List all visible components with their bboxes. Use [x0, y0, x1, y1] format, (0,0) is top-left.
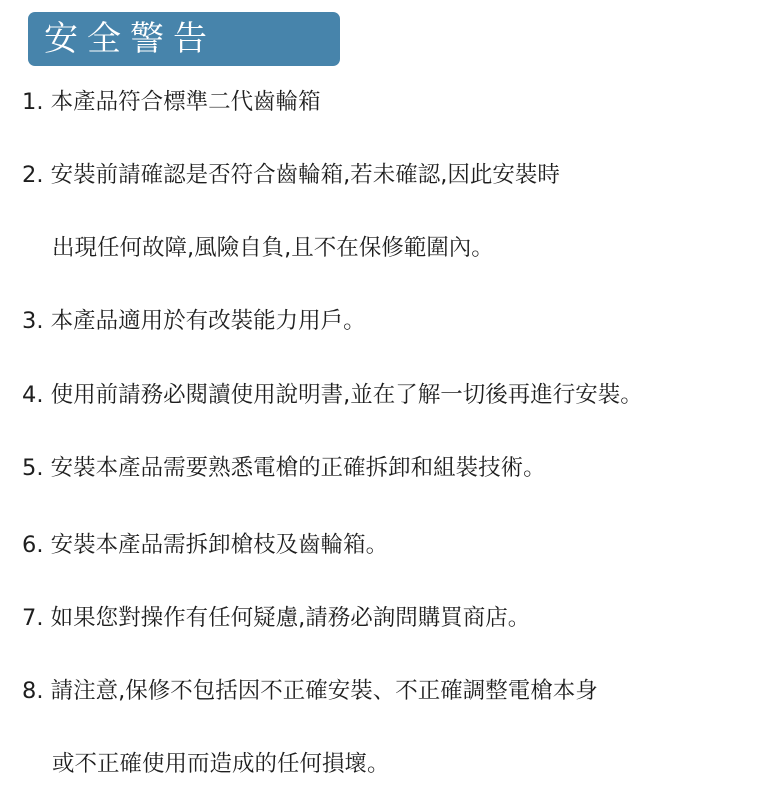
- warning-item-8: 8. 請注意,保修不包括因不正確安裝、不正確調整電槍本身: [22, 678, 598, 704]
- warning-item-4: 4. 使用前請務必閱讀使用說明書,並在了解一切後再進行安裝。: [22, 382, 643, 408]
- warning-item-6: 6. 安裝本產品需拆卸槍枝及齒輪箱。: [22, 532, 389, 558]
- warning-item-5: 5. 安裝本產品需要熟悉電槍的正確拆卸和組裝技術。: [22, 455, 546, 481]
- warning-item-7: 7. 如果您對操作有任何疑慮,請務必詢問購買商店。: [22, 605, 531, 631]
- warning-item-2: 2. 安裝前請確認是否符合齒輪箱,若未確認,因此安裝時: [22, 162, 560, 188]
- header-title: 安全警告: [44, 19, 216, 59]
- warning-item-1: 1. 本產品符合標準二代齒輪箱: [22, 89, 321, 115]
- warning-item-8-continued: 或不正確使用而造成的任何損壞。: [52, 751, 390, 777]
- warning-item-3: 3. 本產品適用於有改裝能力用戶。: [22, 308, 366, 334]
- warning-item-2-continued: 出現任何故障,風險自負,且不在保修範圍內。: [52, 235, 494, 261]
